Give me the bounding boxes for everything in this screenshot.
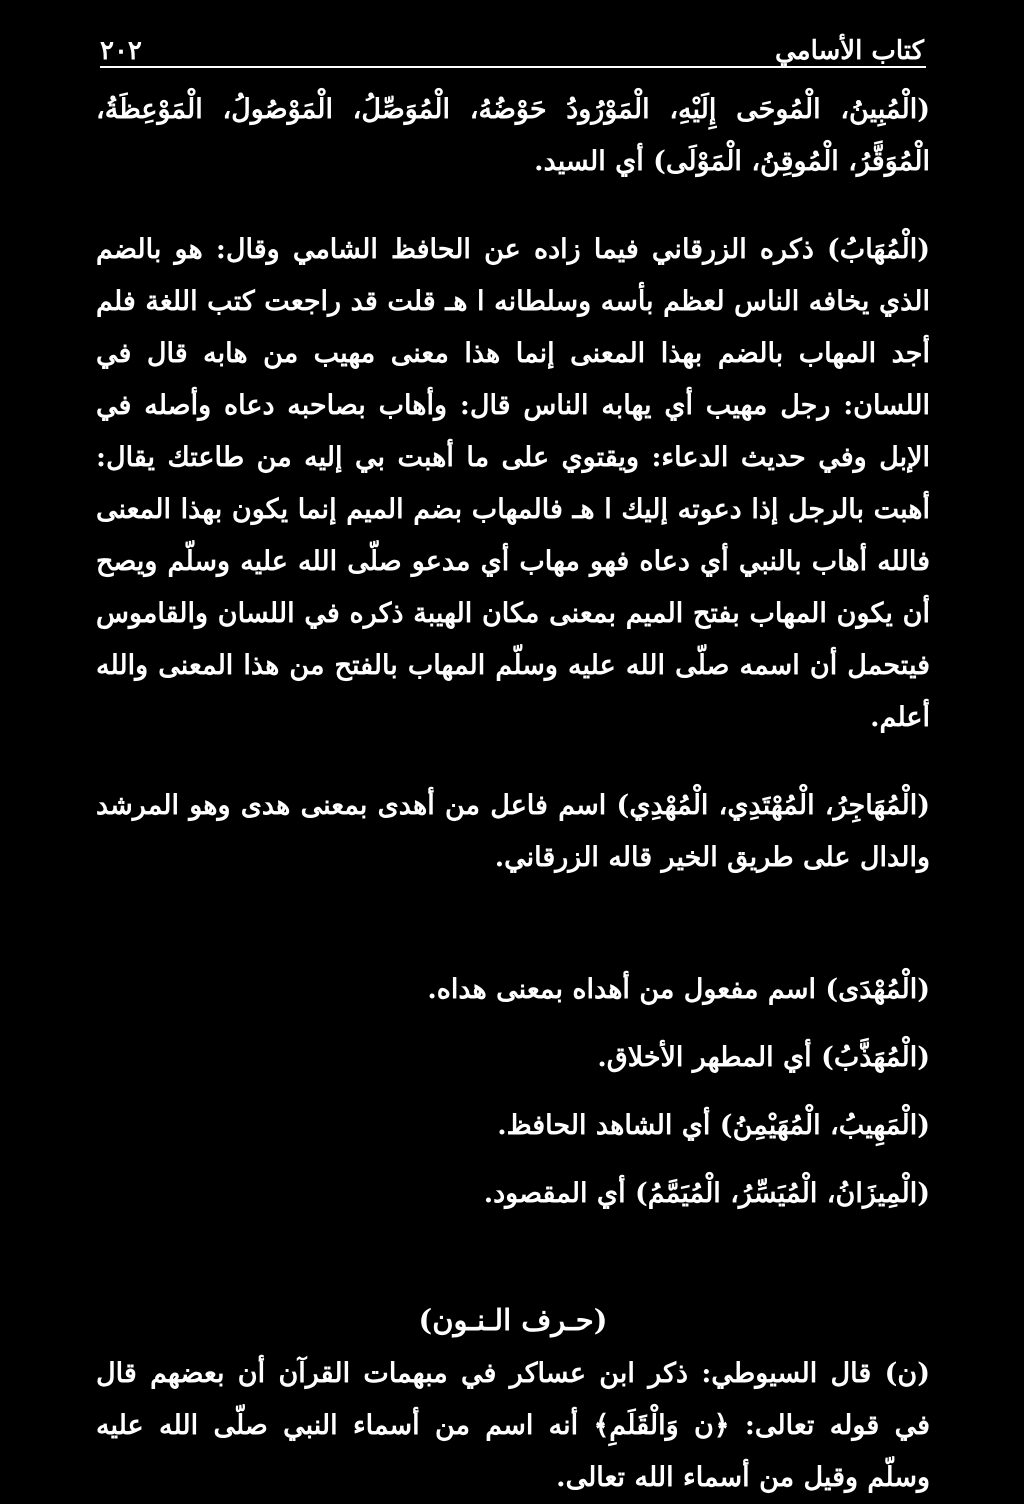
entry-al-mahib: (الْمَهِيبُ، الْمُهَيْمِنُ) أي الشاهد الحافظ. (497, 1110, 930, 1141)
page-header (100, 26, 924, 66)
entry-al-muhab: (الْمُهَابُ) ذكره الزرقاني فيما زاده عن الحافظ الشامي وقال: هو بالضم الذي يخافه الناس لعظم بأسه وسلطانه ا هـ قلت قد راجعت كتب اللغة فلم أجد المهاب بالضم بهذا المعنى إنما هذا معنى مهيب من هابه قال في اللسان: رجل مهيب أي يهابه الناس قال: وأهاب بصاحبه دعاه وأصله في الإبل وفي حديث الدعاء: ويقتوي على ما أهبت بي إليه من طاعتك يقال: أهبت بالرجل إذا دعوته إليك ا هـ فالمهاب بضم الميم إنما يكون بهذا المعنى فالله أهاب بالنبي أي دعاه فهو مهاب أي مدعو صلّى الله عليه وسلّم ويصح أن يكون المهاب بفتح الميم بمعنى مكان الهيبة ذكره في اللسان والقاموس فيتحمل أن اسمه صلّى الله عليه وسلّم المهاب بالفتح من هذا المعنى والله أعلم. (96, 234, 931, 733)
entry-al-muhda: (الْمُهْدَى) اسم مفعول من أهداه بمعنى هداه. (427, 974, 930, 1005)
entry-al-mizan: (الْمِيزَانُ، الْمُيَسِّرُ، الْمُيَمَّمُ) أي المقصود. (483, 1178, 930, 1209)
section-title-nun: (حـرف الـنـون) (418, 1303, 608, 1337)
page-body (96, 84, 930, 1504)
entry-al-mubin: (الْمُبِينُ، الْمُوحَى إِلَيْهِ، الْمَوْرُودُ حَوْضُهُ، الْمُوَصِّلُ، الْمَوْصُولُ، الْمَوْعِظَةُ، الْمُوَقَّرُ، الْمُوقِنُ، الْمَوْلَى) أي السيد. (96, 94, 930, 177)
page-number: ٢٠٢ (100, 36, 142, 66)
entry-nun: (ن) قال السيوطي: ذكر ابن عساكر في مبهمات القرآن أن بعضهم قال في قوله تعالى: ﴿ن وَالْقَلَمِ﴾ أنه اسم من أسماء النبي صلّى الله عليه وسلّم وقيل من أسماء الله تعالى. (96, 1358, 930, 1493)
entry-al-muhadhdhab: (الْمُهَذَّبُ) أي المطهر الأخلاق. (597, 1042, 930, 1073)
header-rule (100, 66, 926, 68)
book-title: كتاب الأسامي (774, 36, 924, 66)
entry-al-muhajir: (الْمُهَاجِرُ، الْمُهْتَدِي، الْمُهْدِي) اسم فاعل من أهدى بمعنى هدى وهو المرشد والدال على طريق الخير قاله الزرقاني. (96, 790, 930, 873)
